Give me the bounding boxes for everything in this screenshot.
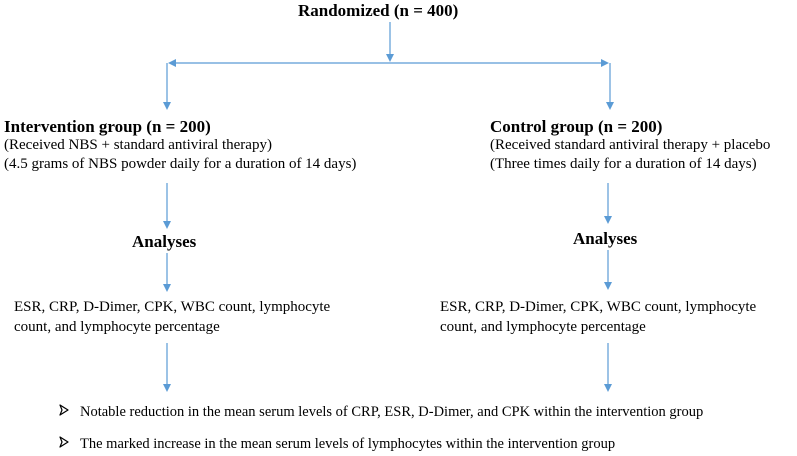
result-text: The marked increase in the mean serum levels of lymphocytes within the intervention group — [80, 436, 616, 452]
result-item-increase — [58, 436, 615, 453]
arrow-bullet-icon — [58, 404, 72, 421]
intervention-group-line-2: (4.5 grams of NBS powder daily for a duration of 14 days) — [4, 156, 357, 172]
result-item-reduction — [58, 404, 703, 421]
control-analyses-label: Analyses — [573, 229, 638, 248]
arrow-bullet-icon — [58, 436, 72, 453]
randomized-title: Randomized (n = 400) — [298, 1, 459, 20]
intervention-measures-line-2: count, and lymphocyte percentage — [14, 319, 220, 335]
result-text: Notable reduction in the mean serum levels of CRP, ESR, D-Dimer, and CPK within the intervention group — [80, 404, 704, 420]
intervention-analyses-label: Analyses — [132, 232, 197, 251]
intervention-group-title: Intervention group (n = 200) — [4, 117, 211, 136]
control-group-line-1: (Received standard antiviral therapy + placebo — [490, 137, 771, 153]
control-measures-line-2: count, and lymphocyte percentage — [440, 319, 646, 335]
control-group-line-2: (Three times daily for a duration of 14 days) — [490, 156, 757, 172]
control-group-title: Control group (n = 200) — [490, 117, 663, 136]
control-measures-line-1: ESR, CRP, D-Dimer, CPK, WBC count, lymphocyte — [440, 299, 757, 315]
intervention-group-line-1: (Received NBS + standard antiviral therapy) — [4, 137, 272, 153]
intervention-measures-line-1: ESR, CRP, D-Dimer, CPK, WBC count, lymphocyte — [14, 299, 331, 315]
